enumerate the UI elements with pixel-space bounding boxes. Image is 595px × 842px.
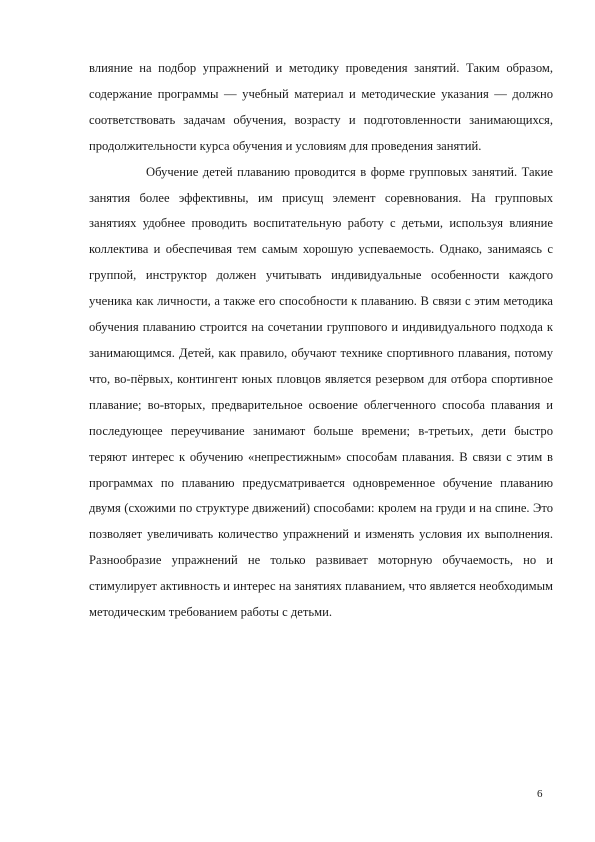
paragraph-continuation: влияние на подбор упражнений и методику проведения занятий. Таким образом, содержание программы — учебный материал и методические указания — должно соответствовать задачам обучения, возрасту и подготовленности занимающихся, продолжительности курса обучения и условиям для проведения занятий. bbox=[89, 61, 553, 153]
paragraph-group-training: Обучение детей плаванию проводится в форме групповых занятий. Такие занятия более эффективны, им присущ элемент соревнования. На групповых занятиях удобнее проводить воспитательную работу с детьми, используя влияние коллектива и обеспечивая тем самым хорошую успеваемость. Однако, занимаясь с группой, инструктор должен учитывать индивидуальные особенности каждого ученика как личности, а также его способности к плаванию. В связи с этим методика обучения плаванию строится на сочетании группового и индивидуального подхода к занимающимся. Детей, как правило, обучают технике спортивного плавания, потому что, во-пёрвых, контингент юных пловцов является резервом для отбора спортивное плавание; во-вторых, предварительное освоение облегченного способа плавания и последующее переучивание занимают больше времени; в-третьих, дети быстро теряют интерес к обучению «непрестижным» способам плавания. В связи с этим в программах по плаванию предусматривается одновременное обучение плаванию двумя (схожими по структуре движений) способами: кролем на груди и на спине. Это позволяет увеличивать количество упражнений и изменять условия их выполнения. Разнообразие упражнений не только развивает моторную обучаемость, но и стимулирует активность и интерес на занятиях плаванием, что является необходимым методическим требованием работы с детьми. bbox=[89, 164, 553, 620]
body-text bbox=[89, 56, 553, 626]
page-number: 6 bbox=[537, 788, 543, 800]
